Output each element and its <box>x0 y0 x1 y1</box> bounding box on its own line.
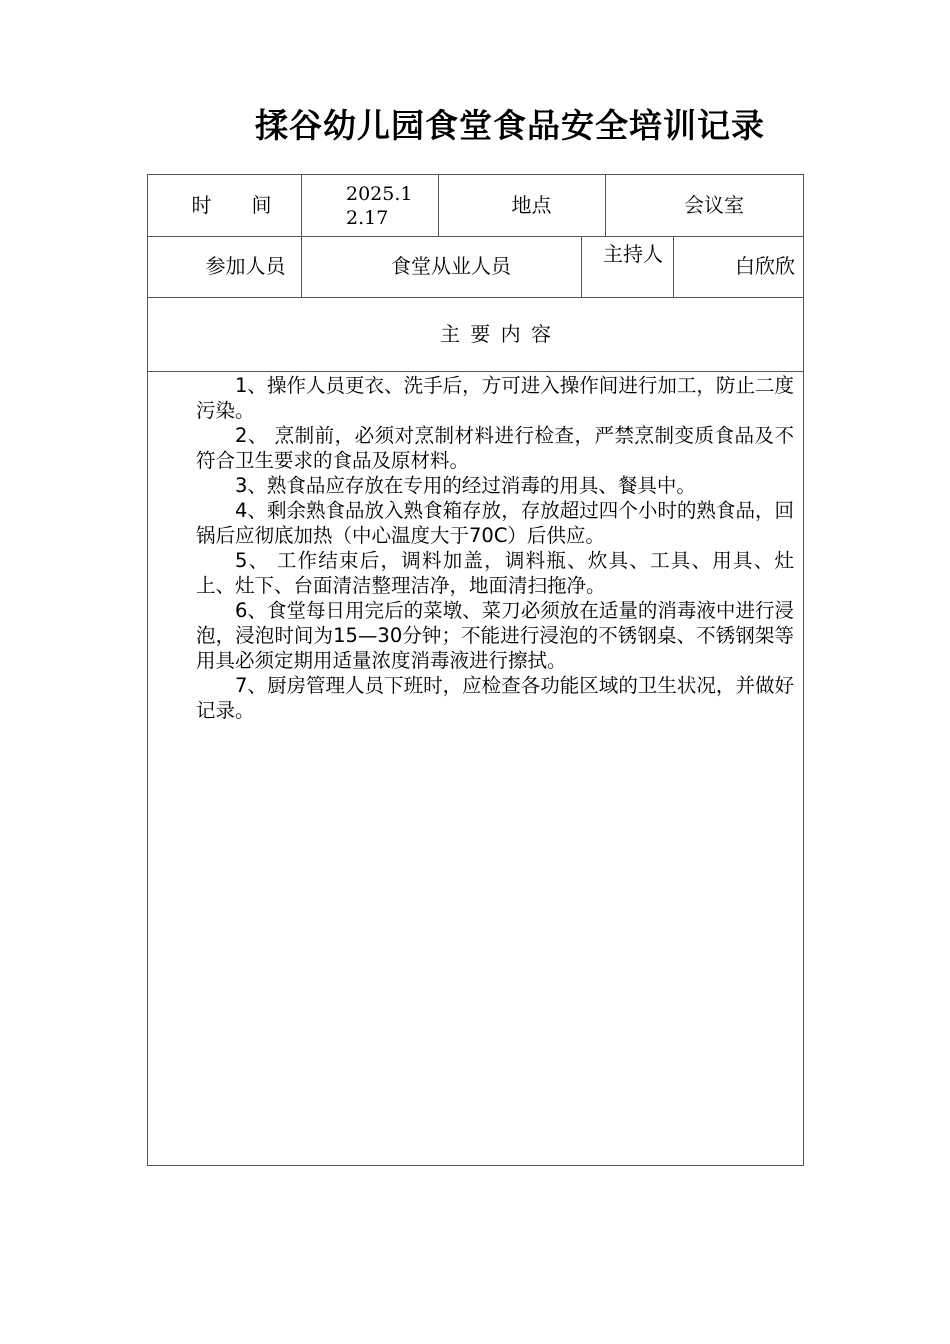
participants-label: 参加人员 <box>205 254 286 278</box>
row-divider-2 <box>148 297 803 298</box>
row-divider-1 <box>148 236 803 237</box>
host-value: 白欣欣 <box>735 254 795 278</box>
main-content-body <box>196 373 794 723</box>
place-value: 会议室 <box>684 193 744 217</box>
content-item: 5、 工作结束后，调料加盖，调料瓶、炊具、工具、用具、灶上、灶下、台面清洁整理洁净，地面清扫拖净。 <box>196 549 794 597</box>
main-content-header: 主 要 内 容 <box>439 322 554 346</box>
host-label: 主持人 <box>603 242 663 266</box>
col-divider-r1-a <box>301 175 302 236</box>
content-item: 3、熟食品应存放在专用的经过消毒的用具、餐具中。 <box>235 474 696 497</box>
time-label: 时 间 <box>191 193 272 217</box>
page-title: 揉谷幼儿园食堂食品安全培训记录 <box>255 106 765 145</box>
col-divider-r2-b <box>581 236 582 297</box>
participants-value: 食堂从业人员 <box>391 254 511 278</box>
content-item: 7、厨房管理人员下班时，应检查各功能区域的卫生状况，并做好记录。 <box>196 674 794 722</box>
place-label: 地点 <box>511 193 552 217</box>
content-item: 6、食堂每日用完后的菜墩、菜刀必须放在适量的消毒液中进行浸泡，浸泡时间为15—30分钟；不能进行浸泡的不锈钢桌、不锈钢架等用具必须定期用适量浓度消毒液进行擦拭。 <box>196 599 794 672</box>
time-value: 2025.12.17 <box>346 183 413 229</box>
row-divider-3 <box>148 371 803 372</box>
content-item: 4、剩余熟食品放入熟食箱存放，存放超过四个小时的熟食品，回锅后应彻底加热（中心温度大于70C）后供应。 <box>196 499 794 547</box>
content-item: 2、 烹制前，必须对烹制材料进行检查，严禁烹制变质食品及不符合卫生要求的食品及原材料。 <box>196 424 794 472</box>
training-record-table <box>147 174 804 1166</box>
content-item: 1、操作人员更衣、洗手后，方可进入操作间进行加工，防止二度污染。 <box>196 374 794 422</box>
